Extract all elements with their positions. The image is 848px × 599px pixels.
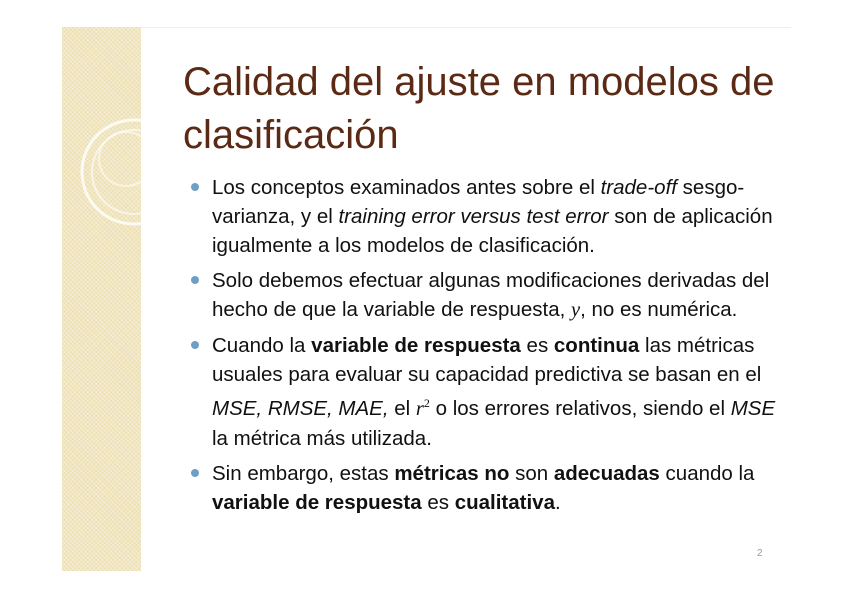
bullet-text: o los errores relativos, siendo el: [429, 396, 731, 420]
bullet-text: son de aplicación igualmente a los modelos de clasificación.: [212, 205, 773, 257]
bullet-text-bold: adecuadas: [553, 461, 660, 485]
side-decoration-band: [62, 27, 141, 571]
bullet-text: el: [388, 396, 416, 420]
bullet-icon: [191, 183, 199, 191]
page-title: Calidad del ajuste en modelos de clasificación: [183, 60, 775, 157]
bullet-text: Los conceptos examinados antes sobre el: [212, 176, 601, 199]
bullet-text-italic: MSE: [730, 396, 776, 420]
bullet-text: es: [421, 490, 455, 514]
bullet-text-italic: training error versus test error: [338, 205, 609, 228]
bullet-text: son: [509, 461, 554, 485]
list-item: [188, 459, 778, 517]
bullet-text-italic: MSE, RMSE, MAE,: [212, 396, 389, 420]
bullet-text-bold: continua: [553, 334, 640, 357]
bullet-text: sesgo-varianza, y el: [212, 176, 745, 228]
bullet-text-italic: r: [415, 397, 424, 420]
bullet-text: , no es numérica.: [580, 298, 738, 321]
bullet-icon: [191, 276, 199, 284]
bullet-text: .: [555, 490, 561, 514]
list-item: [188, 173, 778, 260]
bullet-text: cuando la: [659, 461, 755, 485]
bullet-text-bold: cualitativa: [454, 490, 555, 514]
bullet-text-bold: variable de respuesta: [311, 334, 521, 357]
list-item: [188, 266, 778, 325]
bullet-text: las métricas usuales para evaluar su capacidad predictiva se basan en el: [212, 334, 762, 386]
bullet-text-bold: variable de respuesta: [212, 490, 422, 514]
bullet-text-italic: trade-off: [600, 176, 677, 199]
bullet-text: Cuando la: [212, 334, 312, 357]
bullet-icon: [191, 341, 199, 349]
bullet-text: Sin embargo, estas: [212, 461, 395, 485]
bullet-text: Solo debemos efectuar algunas modificaciones derivadas del hecho de que la variable de respuesta,: [212, 269, 770, 321]
bullet-text-italic: y: [571, 299, 581, 321]
superscript: 2: [423, 396, 430, 410]
decorative-circles-icon: [62, 27, 141, 571]
bullet-text: es: [520, 334, 554, 357]
bullet-text: la métrica más utilizada.: [212, 426, 432, 450]
page-number: 2: [757, 548, 763, 559]
bullet-icon: [191, 469, 199, 477]
top-rule: [141, 27, 791, 28]
bullet-list: [188, 173, 778, 523]
list-item: [188, 331, 778, 453]
bullet-text-bold: métricas no: [394, 461, 510, 485]
